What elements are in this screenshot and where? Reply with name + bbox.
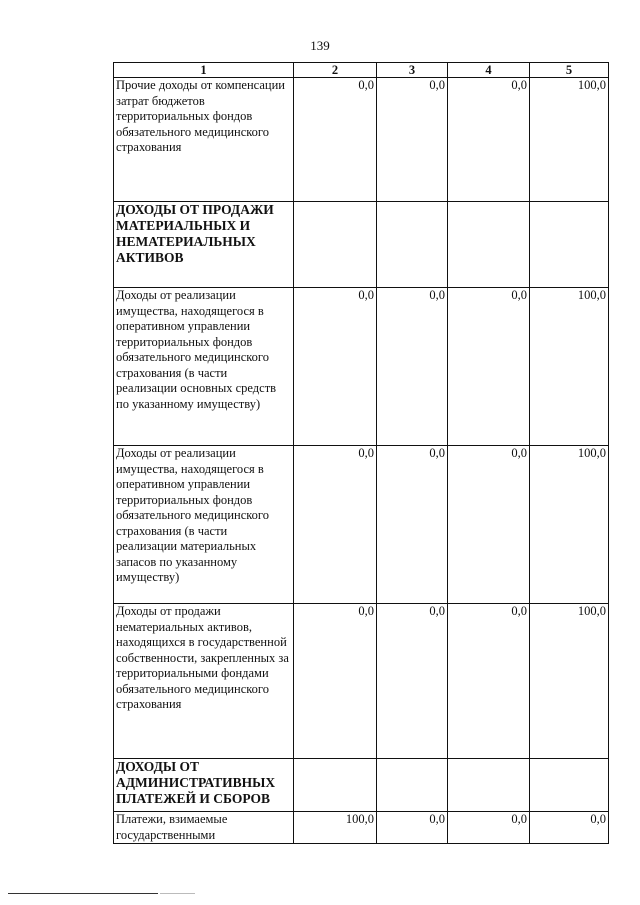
section-label: ДОХОДЫ ОТ АДМИНИСТРАТИВНЫХ ПЛАТЕЖЕЙ И СБОРОВ — [114, 759, 294, 812]
column-header: 1 — [114, 63, 294, 78]
cell-value — [448, 759, 530, 812]
cell-value: 0,0 — [448, 812, 530, 844]
table-row — [114, 446, 609, 604]
table-section-row — [114, 202, 609, 288]
table-header-row — [114, 63, 609, 78]
cell-value — [377, 759, 448, 812]
column-header: 5 — [530, 63, 609, 78]
cell-value: 0,0 — [377, 288, 448, 446]
table-row — [114, 812, 609, 844]
footnote-divider-faint — [160, 893, 195, 894]
table-row — [114, 78, 609, 202]
cell-value: 0,0 — [294, 446, 377, 604]
cell-value — [377, 202, 448, 288]
table-row — [114, 288, 609, 446]
cell-value: 0,0 — [294, 288, 377, 446]
row-label: Доходы от реализации имущества, находящегося в оперативном управлении территориальных фондов обязательного медицинского страхования (в части реализации основных средств по указанному имуществу) — [114, 288, 294, 446]
cell-value: 0,0 — [448, 604, 530, 759]
column-header: 2 — [294, 63, 377, 78]
cell-value — [294, 759, 377, 812]
cell-value — [294, 202, 377, 288]
row-label: Платежи, взимаемые государственными — [114, 812, 294, 844]
cell-value — [530, 759, 609, 812]
row-label: Доходы от продажи нематериальных активов, находящихся в государственной собственности, закрепленных за территориальными фондами обязательного медицинского страхования — [114, 604, 294, 759]
cell-value: 100,0 — [530, 604, 609, 759]
cell-value — [448, 202, 530, 288]
cell-value — [530, 202, 609, 288]
cell-value: 0,0 — [377, 446, 448, 604]
cell-value: 0,0 — [448, 78, 530, 202]
table-section-row — [114, 759, 609, 812]
cell-value: 100,0 — [530, 288, 609, 446]
column-header: 3 — [377, 63, 448, 78]
cell-value: 0,0 — [294, 78, 377, 202]
revenue-table — [113, 62, 609, 844]
cell-value: 100,0 — [530, 78, 609, 202]
cell-value: 0,0 — [377, 78, 448, 202]
cell-value: 100,0 — [294, 812, 377, 844]
cell-value: 0,0 — [448, 446, 530, 604]
row-label: Доходы от реализации имущества, находящегося в оперативном управлении территориальных фондов обязательного медицинского страхования (в части реализации материальных запасов по указанному имуществу) — [114, 446, 294, 604]
footnote-divider — [8, 893, 158, 894]
cell-value: 0,0 — [377, 812, 448, 844]
cell-value: 0,0 — [448, 288, 530, 446]
cell-value: 100,0 — [530, 446, 609, 604]
cell-value: 0,0 — [530, 812, 609, 844]
row-label: Прочие доходы от компенсации затрат бюджетов территориальных фондов обязательного медицинского страхования — [114, 78, 294, 202]
page-number: 139 — [310, 38, 330, 53]
cell-value: 0,0 — [294, 604, 377, 759]
section-label: ДОХОДЫ ОТ ПРОДАЖИ МАТЕРИАЛЬНЫХ И НЕМАТЕРИАЛЬНЫХ АКТИВОВ — [114, 202, 294, 288]
cell-value: 0,0 — [377, 604, 448, 759]
column-header: 4 — [448, 63, 530, 78]
table-row — [114, 604, 609, 759]
